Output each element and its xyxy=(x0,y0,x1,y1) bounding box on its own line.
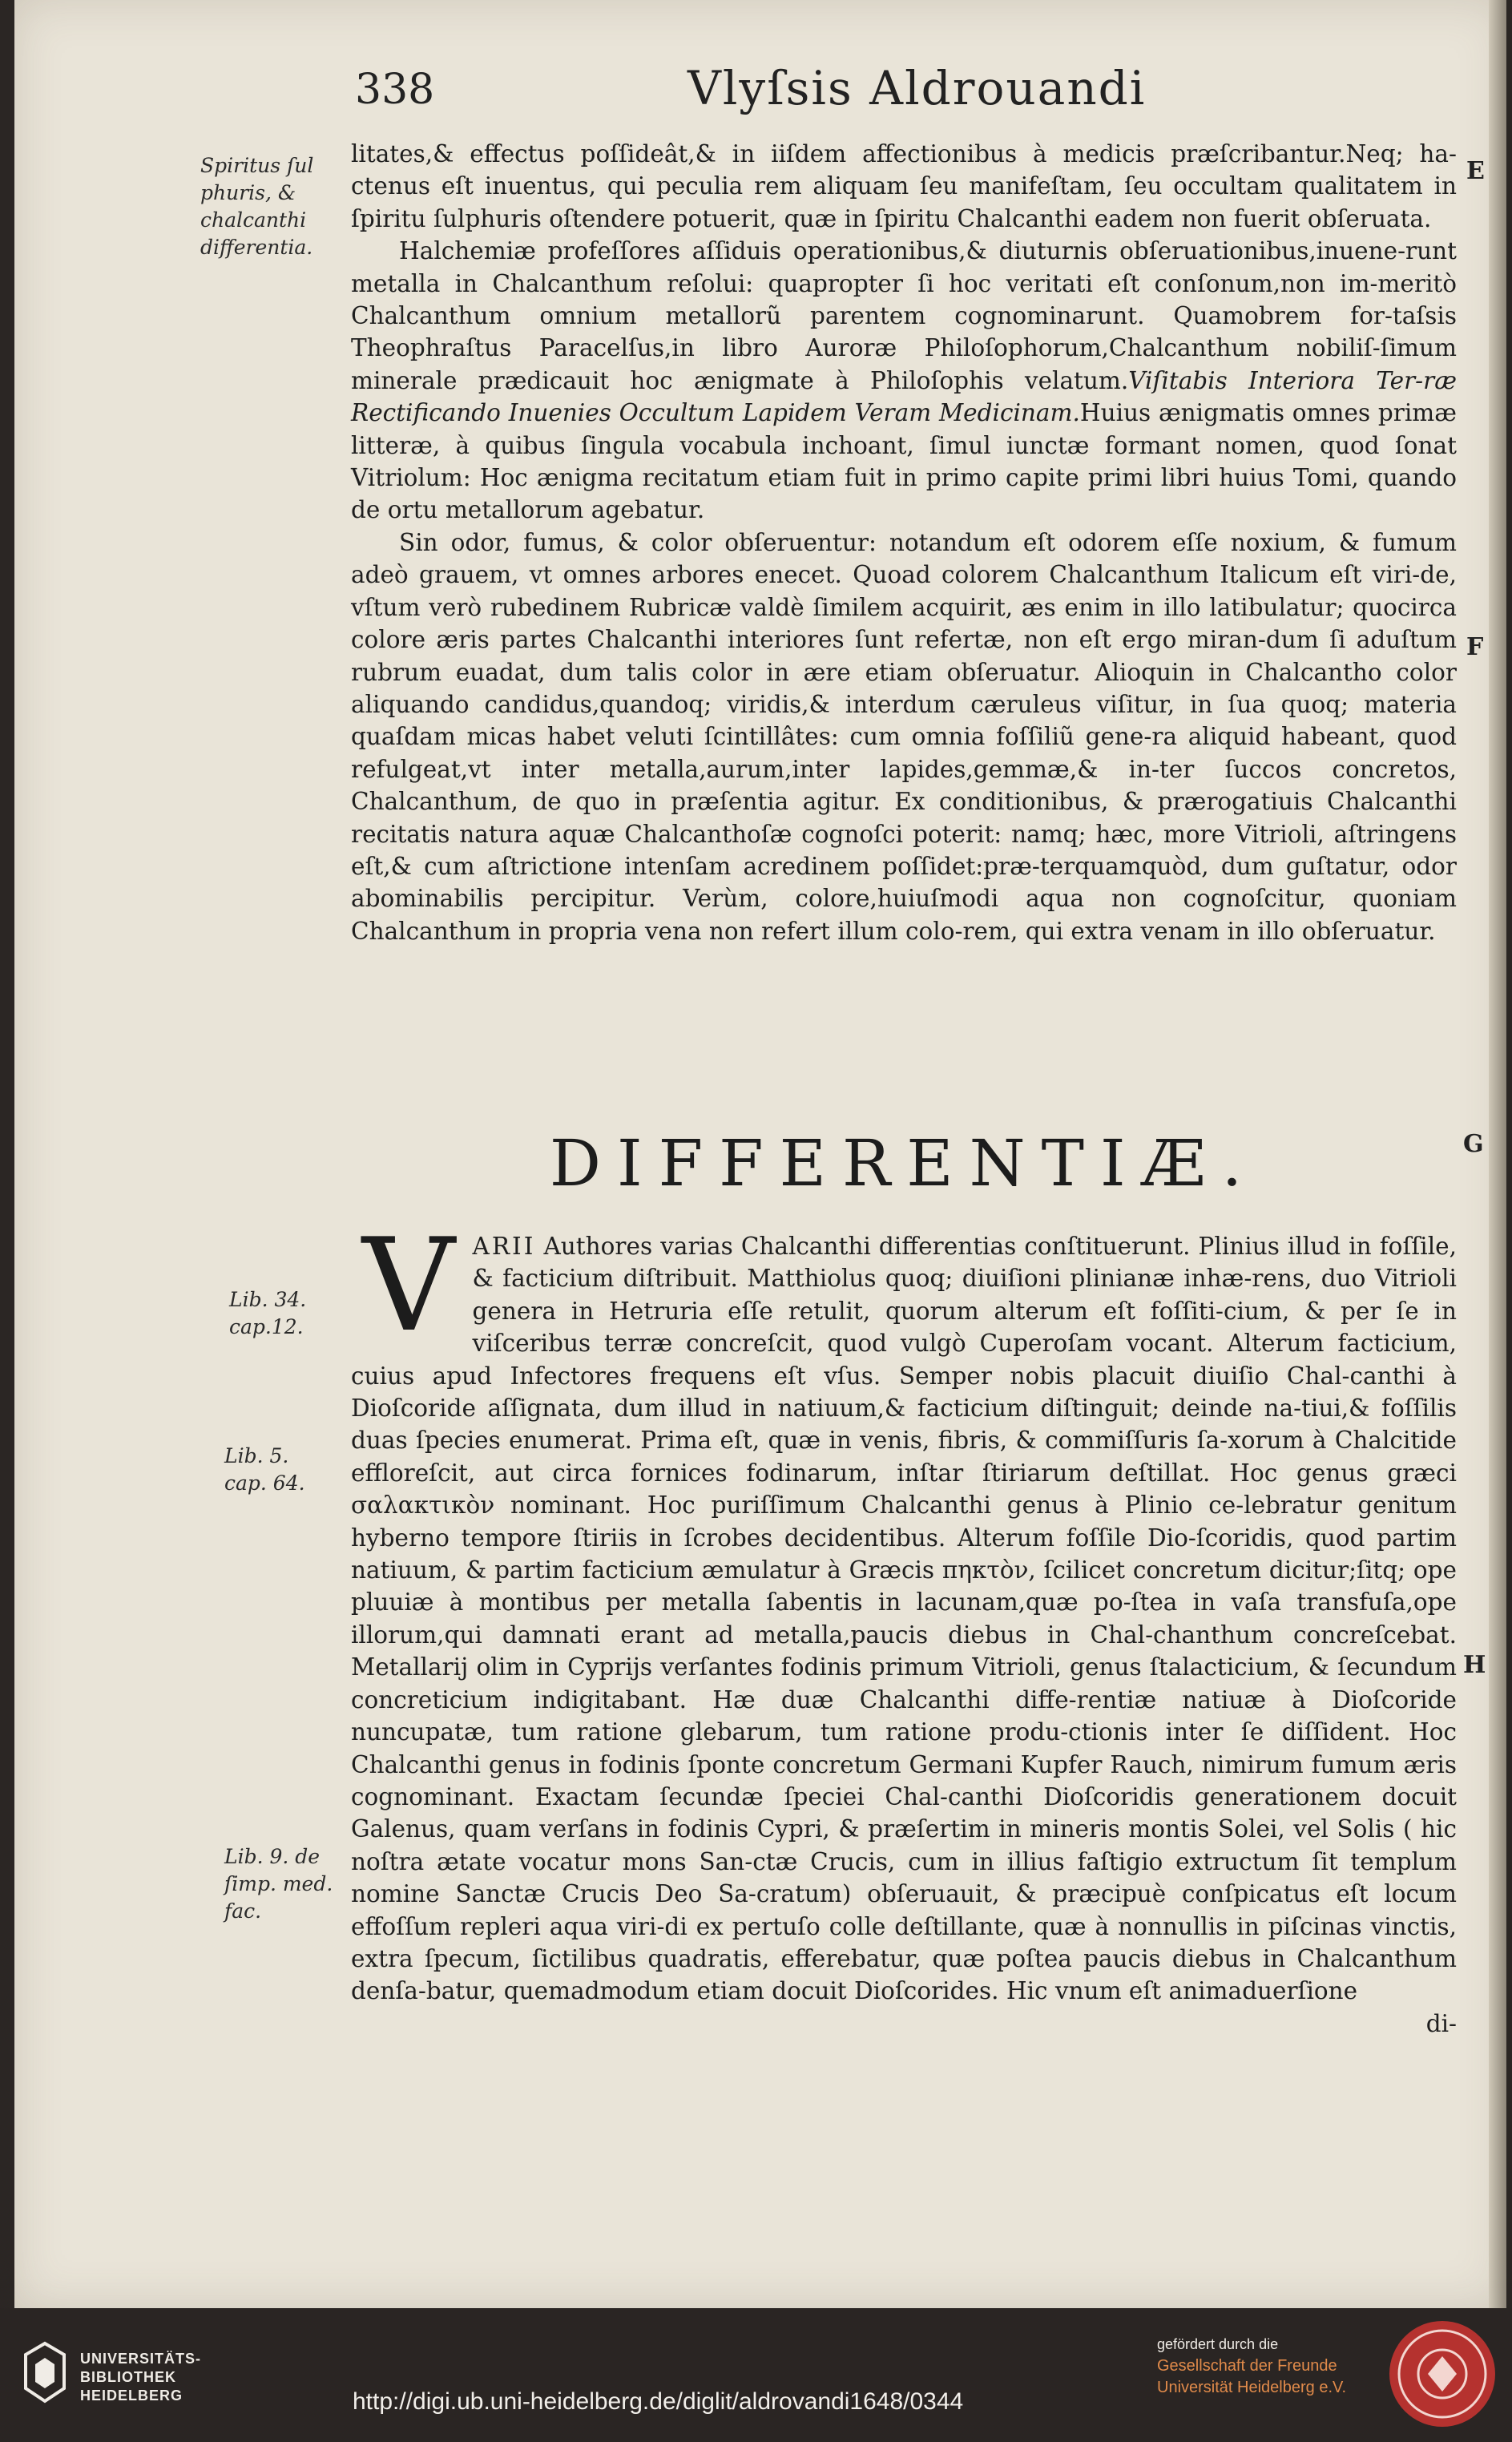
side-letter-f: F xyxy=(1466,633,1484,661)
margin-note-lib9 xyxy=(224,1843,333,1925)
library-name xyxy=(80,2350,201,2405)
book-page xyxy=(14,0,1506,2308)
paragraph-odor: Sin odor, fumus, & color obſeruentur: notandum eſt odorem eſſe noxium, & fumum adeò grauem, vt omnes arbores enecet. Quoad colorem Chalcanthum Italicum eſt viri-de, vſtum verò rubedinem Rubricæ valdè ſimilem acquirit, æs enim in illo latibulatur; quocirca colore æris partes Chalcanthi interiores ſunt refertæ, non eſt ergo miran-dum ſi aduſtum rubrum euadat, dum talis color in ære etiam obſeruatur. Alioquin in Chalcantho color aliquando candidus,quandoq; viridis,& interdum cæruleus viſitur, in ſua quoq; materia quaſdam micas habet veluti ſcintillâtes: cum omnia foſſiliũ gene-ra aliquid habeant, quod refulgeat,vt inter metalla,aurum,inter lapides,gemmæ,& in-ter ſuccos concretos, Chalcanthum, de quo in præſentia agitur. Ex conditionibus, & prærogatiuis Chalcanthi recitatis natura aquæ Chalcanthoſæ cognoſci poterit: namq; hæc, more Vitrioli, aſtringens eſt,& cum aſtrictione intenſam acredinem poſſidet:præ-terquamquòd, dum guſtatur, odor abominabilis percipitur. Verùm, colore,huiuſmodi aqua non cognoſcitur, quoniam Chalcanthum in propria vena non refert illum colo-rem, qui extra venam in illo obſeruatur. xyxy=(351,528,1457,945)
page-gutter xyxy=(1489,0,1506,2308)
sponsor-block xyxy=(1157,2334,1346,2399)
side-letter-e: E xyxy=(1466,157,1485,185)
margin-note-line: ſimp. med. xyxy=(224,1872,333,1895)
margin-note-line: Lib. 9. de xyxy=(224,1845,321,1868)
section-heading: DIFFERENTIÆ. xyxy=(549,1126,1259,1201)
margin-note-lib34 xyxy=(229,1286,306,1341)
side-letter-h: H xyxy=(1463,1651,1486,1679)
running-title: Vlyſsis Aldrouandi xyxy=(687,61,1147,115)
paragraph-spiritus: litates,& effectus poſſideât,& in iiſdem affectionibus à medicis præſcribantur.Neq; ha-ctenus eſt inuentus, qui peculia rem aliquam ſeu manifeſtam, ſeu occultam qualitatem in ſpiritu ſulphuris oſtendere potuerit, quæ in ſpiritu Chalcanthi eadem non fuerit obſeruata. xyxy=(351,140,1457,232)
university-seal-icon xyxy=(1386,2318,1498,2430)
catchword: di- xyxy=(1425,2009,1457,2037)
sponsor-org-line: Universität Heidelberg e.V. xyxy=(1157,2379,1347,2396)
library-logo-icon xyxy=(21,2340,69,2404)
margin-note-line: chalcanthi xyxy=(200,208,307,232)
paragraph-halchemia xyxy=(351,235,1457,527)
margin-note-line: differentia. xyxy=(200,236,313,259)
sponsor-label: gefördert durch die xyxy=(1157,2336,1279,2352)
library-name-line: HEIDELBERG xyxy=(80,2388,183,2404)
dropcap: V xyxy=(362,1210,455,1360)
margin-note-line: cap.12. xyxy=(229,1315,304,1338)
margin-note-line: phuris, & xyxy=(200,181,296,204)
differentiae-text: Authores varias Chalcanthi differentias conſtituerunt. Plinius illud in foſſile, & facticium diſtribuit. Matthiolus quoq; diuiſioni plinianæ inhæ-rens, duo Vitrioli genera in Hetruria eſſe retulit, quorum alterum eſt foſſiti-cium, & per ſe in viſceribus terræ concreſcit, quod vulgò Cuperoſam vocant. Alterum facticium, cuius apud Infectores frequens eſt vſus. Semper nobis placuit diuiſio Chal-canthi à Dioſcoride aſſignata, dum illud in natiuum,& facticium diſtinguit; deinde na-tiui,& foſſilis duas ſpecies enumerat. Prima eſt, quæ in venis, fibris, & commiſſuris ſa-xorum à Chalcitide effloreſcit, aut circa fornices fodinarum, inſtar ſtiriarum deſtillat. Hoc genus græci σαλακτικὸν nominant. Hoc puriſſimum Chalcanthi genus à Plinio ce-lebratur genitum hyberno tempore ſtiriis in ſcrobes decidentibus. Alterum foſſile Dio-ſcoridis, quod partim natiuum, & partim facticium æmulatur à Græcis πηκτὸν, ſcilicet concretum dicitur;ſitq; ope pluuiæ à montibus per metalla ſabentis in lacunam,quæ po-ſtea in vaſa transfuſa,ope illorum,qui damnati erant ad metalla,paucis diebus in Chal-chanthum concreſcebat. Metallarij olim in Cyprijs verſantes fodinis primum Vitrioli, genus ſtalacticium, & ſecundum concreticium indigitabant. Hæ duæ Chalcanthi diffe-rentiæ natiuæ à Dioſcoride nuncupatæ, tum ratione glebarum, tum ratione produ-ctionis inter ſe diſſident. Hoc Chalcanthi genus in fodinis ſponte concretum Germani Kupfer Rauch, nimirum fumum æris cognominant. Exactam ſecundæ ſpeciei Chal-canthi Dioſcoridis generationem docuit Galenus, quam verſans in fodinis Cypri, & præſertim in mineris montis Solei, vel Solis ( hic noſtra ætate vocatur mons San-ctæ Crucis, cum in illius faſtigio extructum ſit templum nomine Sanctæ Crucis Deo Sa-cratum) obſeruauit, & præcipuè conſpicatus eſt locum effoſſum repleri aqua viri-di ex pertuſo colle deſtillante, quæ à nonnullis in piſcinas vinctis, extra ſpecum, ſictilibus quadratis, efferebatur, quæ poſtea paucis diebus in Chalcanthum denſa-batur, quemadmodum etiam docuit Dioſcorides. Hic vnum eſt animaduerſione xyxy=(351,1233,1457,2005)
document-url-link[interactable]: http://digi.ub.uni-heidelberg.de/diglit/aldrovandi1648/0344 xyxy=(353,2388,964,2415)
halchemia-text: Halchemiæ profeſſores aſſiduis operationibus,& diuturnis obſeruationibus,inuene-runt metalla in Chalcanthum reſolui: quapropter ſi hoc veritati eſt conſonum,non im-meritò Chalcanthum omnium metallorũ parentem cognominarunt. Quamobrem for-taſsis Theophraſtus Paracelſus,in libro Auroræ Philoſophorum,Chalcanthum nobiliſ-ſimum minerale prædicauit hoc ænigmate à Philoſophis velatum. xyxy=(351,237,1457,394)
library-name-line: UNIVERSITÄTS- xyxy=(80,2351,202,2367)
paragraph-differentiae xyxy=(351,1210,1457,2008)
margin-note-lib5 xyxy=(224,1443,305,1497)
margin-note-line: Spiritus ſul xyxy=(200,154,314,177)
side-letter-g: G xyxy=(1463,1130,1484,1158)
margin-note-line: Lib. 34. xyxy=(229,1288,307,1311)
margin-note-line: Lib. 5. xyxy=(224,1444,289,1467)
viewer-footer xyxy=(0,2308,1512,2442)
margin-note-spiritus xyxy=(200,152,313,261)
sponsor-org-line: Gesellschaft der Freunde xyxy=(1157,2357,1337,2375)
page-header xyxy=(14,61,1506,130)
page-number: 338 xyxy=(355,66,435,114)
text-block-lower xyxy=(351,1210,1457,2040)
text-block-upper xyxy=(351,138,1457,947)
margin-note-line: fac. xyxy=(224,1899,262,1923)
riddle-italic: Viſitabis Interiora Ter-ræ Rectificando Inuenies Occultum Lapidem Veram Medicinam. xyxy=(351,366,1457,427)
riddle-explanation: Huius ænigmatis omnes primæ litteræ, à quibus ſingula vocabula inchoant, ſimul iunctæ formant nomen, quod ſonat Vitriolum: Hoc ænigma recitatum etiam fuit in primo capite primi libri huius Tomi, quando de ortu metallorum agebatur. xyxy=(351,399,1457,524)
opening-smallcaps: ARII xyxy=(472,1233,536,1260)
library-name-line: BIBLIOTHEK xyxy=(80,2369,176,2385)
margin-note-line: cap. 64. xyxy=(224,1471,305,1495)
